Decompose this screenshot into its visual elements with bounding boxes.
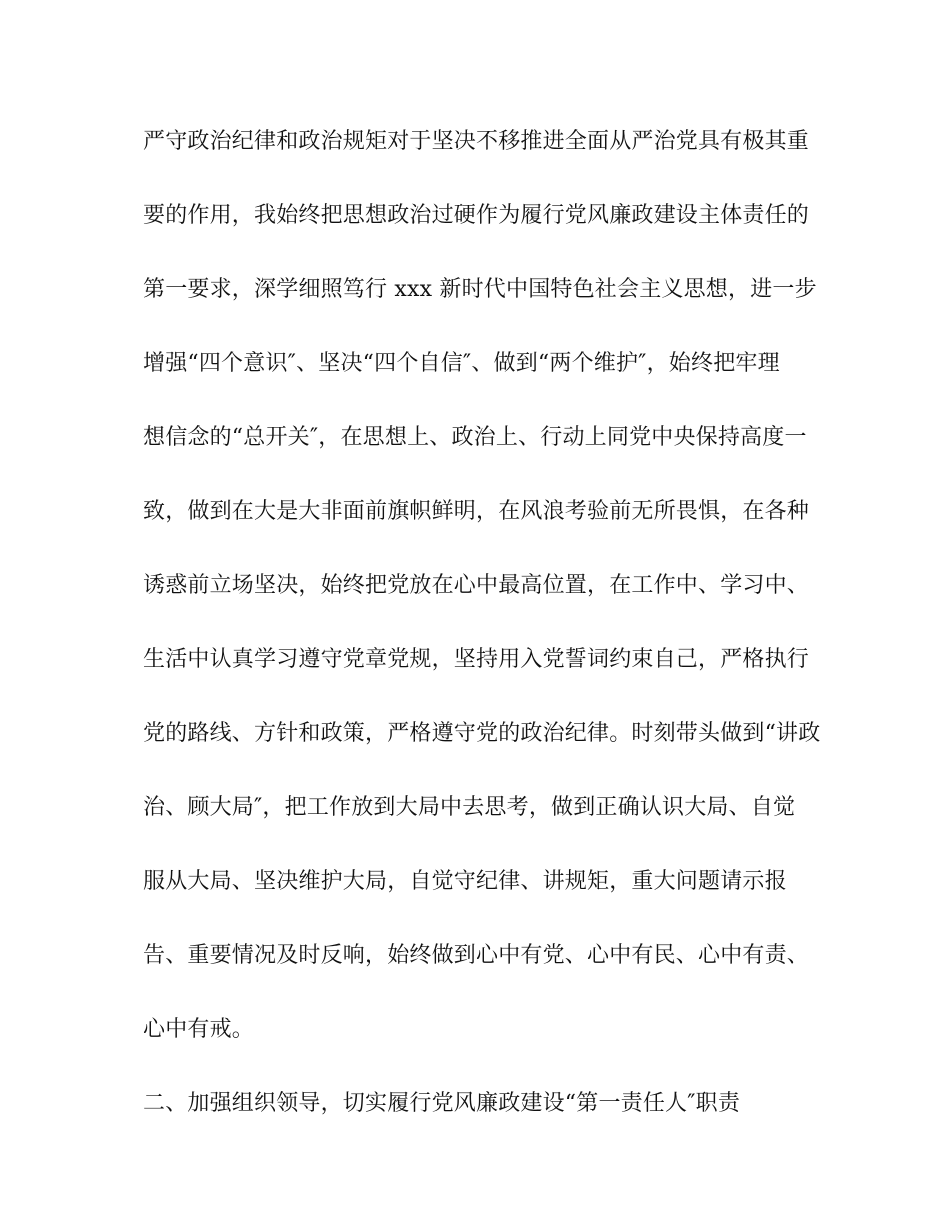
paragraph-line: 告、重要情况及时反响，始终做到心中有党、心中有民、心中有责、 bbox=[143, 943, 810, 968]
paragraph-line: 服从大局、坚决维护大局，自觉守纪律、讲规矩，重大问题请示报 bbox=[143, 869, 787, 894]
paragraph-line: 要的作用，我始终把思想政治过硬作为履行党风廉政建设主体责任的 bbox=[143, 203, 810, 228]
paragraph-line: 心中有戒。 bbox=[143, 1017, 255, 1042]
paragraph-line: 严守政治纪律和政治规矩对于坚决不移推进全面从严治党具有极其重 bbox=[143, 129, 810, 154]
section-heading: 二、加强组织领导，切实履行党风廉政建设“第一责任人″职责 bbox=[143, 1091, 741, 1116]
paragraph-line: 第一要求，深学细照笃行 xxx 新时代中国特色社会主义思想，进一步 bbox=[143, 277, 817, 302]
paragraph-line: 党的路线、方针和政策，严格遵守党的政治纪律。时刻带头做到“讲政 bbox=[143, 721, 821, 746]
paragraph-line: 诱惑前立场坚决，始终把党放在心中最高位置，在工作中、学习中、 bbox=[143, 573, 810, 598]
paragraph-line: 治、顾大局″，把工作放到大局中去思考，做到正确认识大局、自觉 bbox=[143, 795, 796, 820]
paragraph-line: 增强“四个意识″、坚决“四个自信″、做到“两个维护″，始终把牢理 bbox=[143, 351, 780, 376]
paragraph-line: 生活中认真学习遵守党章党规，坚持用入党誓词约束自己，严格执行 bbox=[143, 647, 810, 672]
paragraph-line: 致，做到在大是大非面前旗帜鲜明，在风浪考验前无所畏惧，在各种 bbox=[143, 499, 810, 524]
paragraph-line: 想信念的“总开关″，在思想上、政治上、行动上同党中央保持高度一 bbox=[143, 425, 807, 450]
